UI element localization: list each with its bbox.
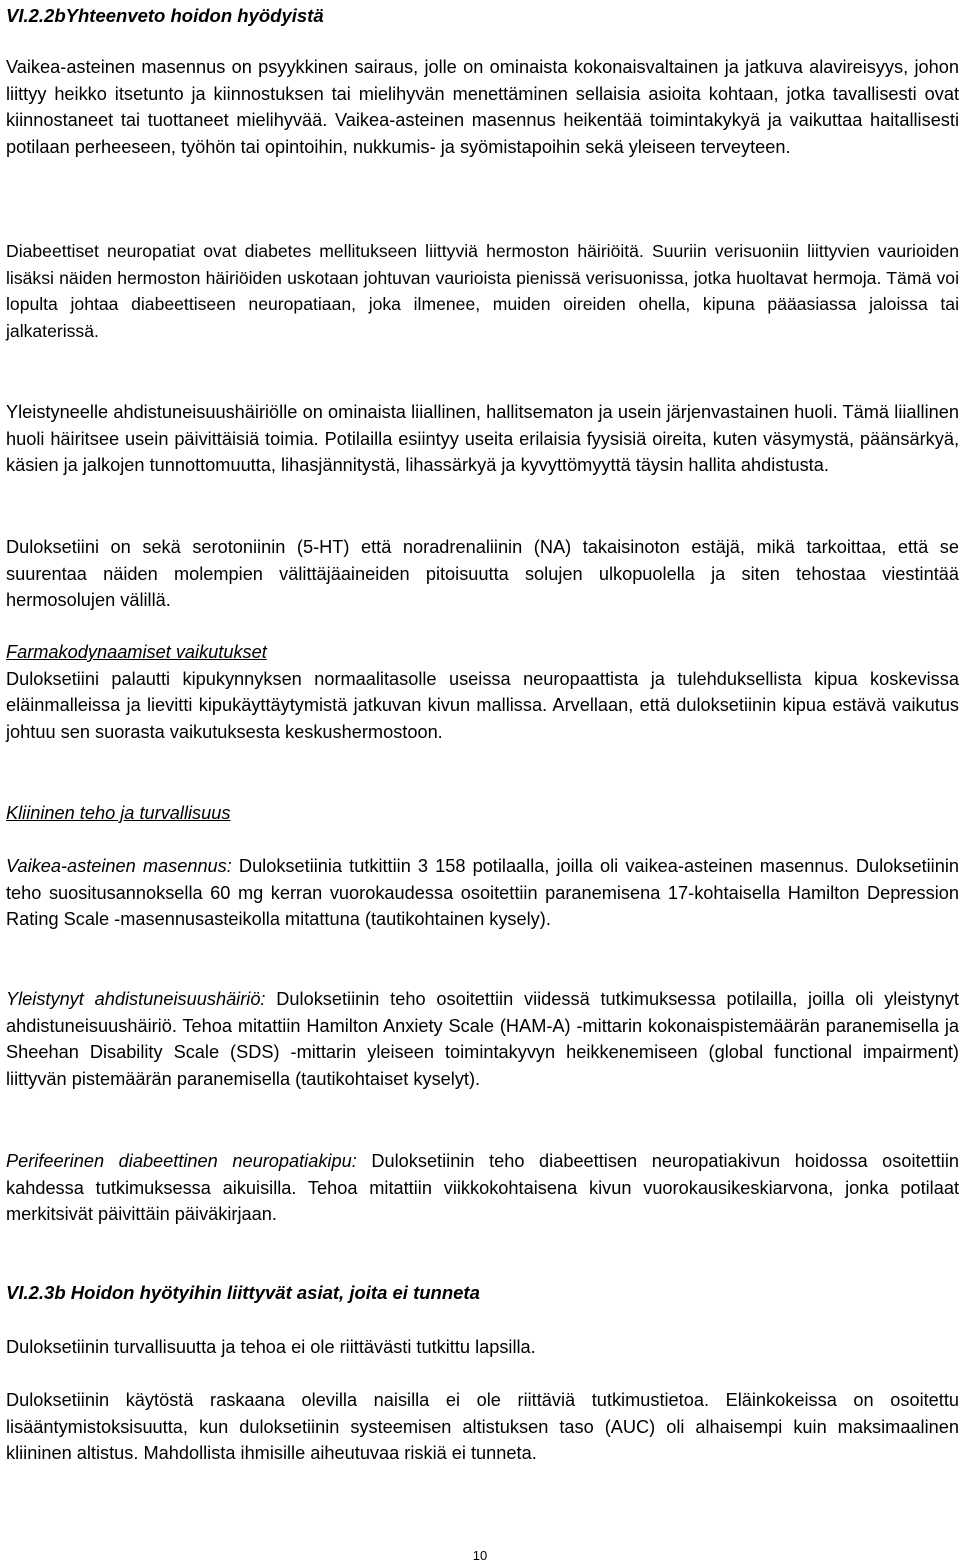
clinical-title-line — [6, 800, 959, 827]
pharmacodynamics-text: Duloksetiini palautti kipukynnyksen normaalitasolle useissa neuropaattista ja tulehduksellista kipua koskevissa eläinmalleissa ja lievitti kipukäyttäytymistä jatkuvan kivun mallissa. Arvellaan, että duloksetiinin kipua estävä vaikutus johtuu sen suorasta vaikutuksesta keskushermostoon. — [6, 668, 959, 742]
paragraph-depression: Vaikea-asteinen masennus on psyykkinen sairaus, jolle on ominaista kokonaisvaltainen ja jatkuva alavireisyys, johon liittyy heikko itsetunto ja kiinnostuksen tai mielihyvän menettäminen sellaisia asioita kohtaan, jotka tavallisesti ovat kiinnostaneet tai tuottaneet mielihyvää. Vaikea-asteinen masennus heikentää toimintakykyä ja vaikuttaa haitallisesti potilaan perheeseen, työhön tai opintoihin, nukkumis- ja syömistapoihin sekä yleiseen terveyteen. — [6, 57, 959, 157]
paragraph-neuropathy: Diabeettiset neuropatiat ovat diabetes mellitukseen liittyviä hermoston häiriöitä. Suuriin verisuoniin liittyvien vaurioiden lisäksi näiden hermoston häiriöiden uskotaan johtuvan vaurioista pienissä verisuonissa, jotka huoltavat hermoja. Tämä voi lopulta johtaa diabeettiseen neuropatiaan, joka ilmenee, muiden oireiden ohella, kipuna pääasiassa jaloissa tai jalkaterissä. — [6, 241, 959, 341]
clinical-item-lead: Perifeerinen diabeettinen neuropatiakipu: — [6, 1151, 357, 1171]
pharmacodynamics-block — [6, 639, 959, 745]
paragraph-pregnancy: Duloksetiinin käytöstä raskaana olevilla naisilla ei ole riittäviä tutkimustietoa. Eläinkokeissa on osoitettu lisääntymistoksisuutta, kun duloksetiinin systeemisen altistuksen taso (AUC) oli alhaisempi kuin maksimaalinen kliininen altistus. Mahdollista ihmisille aiheutuvaa riskiä ei tunneta. — [6, 1390, 959, 1464]
paragraph-anxiety: Yleistyneelle ahdistuneisuushäiriölle on ominaista liiallinen, hallitsematon ja usein järjenvastainen huoli. Tämä liiallinen huoli häiritsee usein päivittäisiä toimia. Potilailla esiintyy useita erilaisia fyysisiä oireita, kuten väsymystä, päänsärkyä, käsien ja jalkojen tunnottomuutta, lihasjännitystä, lihassärkyä ja kyvyttömyyttä täysin hallita ahdistusta. — [6, 402, 959, 476]
clinical-item-lead: Vaikea-asteinen masennus: — [6, 856, 232, 876]
clinical-title: Kliininen teho ja turvallisuus — [6, 803, 231, 823]
clinical-item-lead: Yleistynyt ahdistuneisuushäiriö: — [6, 989, 266, 1009]
paragraph-mechanism: Duloksetiini on sekä serotoniinin (5-HT) että noradrenaliinin (NA) takaisinoton estäjä, mikä tarkoittaa, että se suurentaa näiden molempien välittäjäaineiden pitoisuutta solujen ulkopuolella ja siten tehostaa viestintää hermosolujen välillä. — [6, 537, 959, 611]
clinical-item-depression — [6, 853, 959, 933]
clinical-item-neuropathic-pain — [6, 1148, 959, 1228]
section-heading: VI.2.2bYhteenveto hoidon hyödyistä — [6, 5, 324, 26]
clinical-item-text: Duloksetiinin teho osoitettiin viidessä tutkimuksessa potilailla, joilla oli yleistynyt ahdistuneisuushäiriö. Tehoa mitattiin Hamilton Anxiety Scale (HAM-A) -mittarin kokonaispistemäärän paranemisella ja Sheehan Disability Scale (SDS) -mittarin yleiseen toimintakyvyn heikkenemiseen (global functional impairment) liittyvän pistemäärän paranemisella (tautikohtaiset kyselyt). — [6, 989, 959, 1089]
page-number: 10 — [472, 1548, 488, 1563]
pharmacodynamics-title: Farmakodynaamiset vaikutukset — [6, 642, 267, 662]
section-heading-2: VI.2.3b Hoidon hyötyihin liittyvät asiat, joita ei tunneta — [6, 1282, 480, 1303]
clinical-item-text: Duloksetiinia tutkittiin 3 158 potilaalla, joilla oli vaikea-asteinen masennus. Duloksetiinin teho suositusannoksella 60 mg kerran vuorokaudessa osoitettiin paranemisena 17-kohtaisella Hamilton Depression Rating Scale -masennusasteikolla mitattuna (tautikohtainen kysely). — [6, 856, 959, 930]
clinical-item-text: Duloksetiinin teho diabeettisen neuropatiakivun hoidossa osoitettiin kahdessa tutkimuksessa aikuisilla. Tehoa mitattiin viikkokohtaisena kivun vuorokausikeskiarvona, jonka potilaat merkitsivät päivittäin päiväkirjaan. — [6, 1151, 959, 1225]
clinical-item-anxiety — [6, 986, 959, 1092]
paragraph-children: Duloksetiinin turvallisuutta ja tehoa ei ole riittävästi tutkittu lapsilla. — [6, 1337, 536, 1357]
